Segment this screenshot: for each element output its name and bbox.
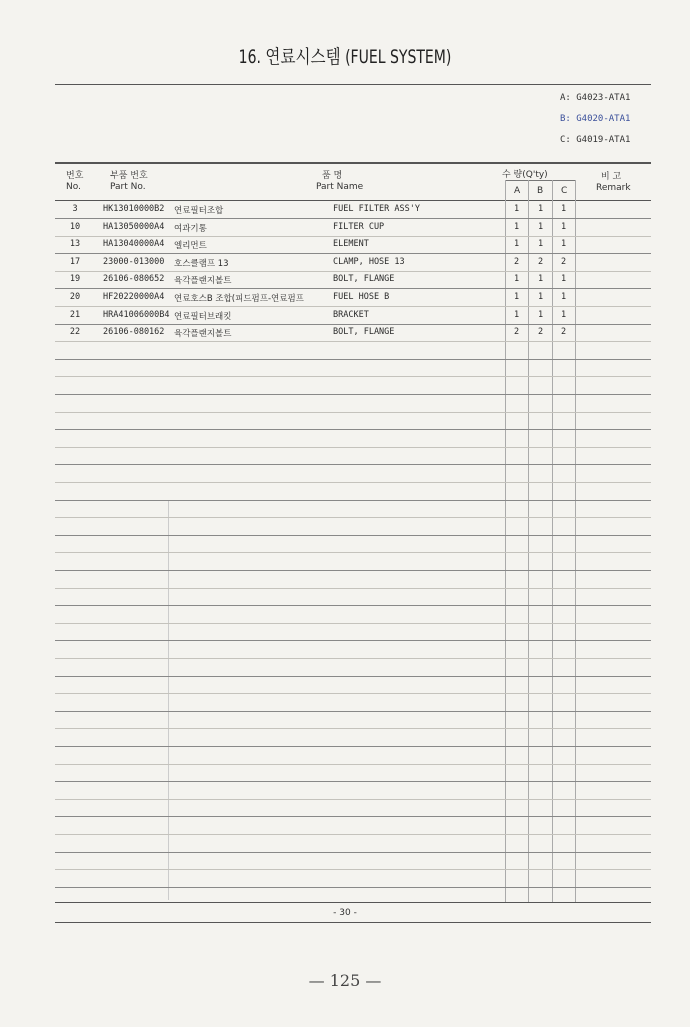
row-rule [55, 816, 651, 817]
header-part-no-en: Part No. [110, 182, 146, 192]
row-rule [55, 447, 651, 448]
page-number: — 125 — [308, 971, 382, 990]
cell-name-kr: 호스클램프 13 [174, 259, 229, 269]
cell-qty-a: 2 [514, 327, 520, 337]
model-c: C: G4019-ATA1 [560, 135, 631, 145]
cell-name-kr: 연료필터조합 [174, 206, 224, 216]
header-qty-c: C [561, 186, 568, 196]
cell-part-no: HRA41006000B4 [103, 310, 170, 320]
cell-part-no: 26106-080652 [103, 274, 165, 284]
header-no-kr: 번호 [66, 171, 84, 181]
row-rule [55, 464, 651, 465]
cell-no: 21 [69, 310, 81, 320]
cell-name-en: BRACKET [333, 310, 369, 320]
cell-no: 17 [69, 257, 81, 267]
cell-name-kr: 엘리먼트 [174, 241, 207, 251]
row-rule [55, 324, 651, 325]
qty-subheader-rule [505, 180, 575, 181]
cell-qty-b: 1 [538, 239, 544, 249]
cell-qty-a: 1 [514, 274, 520, 284]
row-rule [55, 834, 651, 835]
cell-name-kr: 여과기통 [174, 224, 207, 234]
cell-qty-c: 1 [561, 239, 567, 249]
row-rule [55, 341, 651, 342]
cell-qty-b: 1 [538, 204, 544, 214]
cell-no: 19 [69, 274, 81, 284]
row-rule [55, 359, 651, 360]
model-b: B: G4020-ATA1 [560, 114, 631, 124]
cell-name-en: FUEL FILTER ASS'Y [333, 204, 420, 214]
header-remark-kr: 비 고 [601, 172, 622, 182]
row-rule [55, 517, 651, 518]
cell-qty-b: 2 [538, 257, 544, 267]
cell-qty-c: 1 [561, 310, 567, 320]
cell-qty-b: 1 [538, 310, 544, 320]
cell-part-no: HA13050000A4 [103, 222, 165, 232]
row-rule [55, 711, 651, 712]
faint-divider [168, 500, 169, 900]
cell-no: 10 [69, 222, 81, 232]
row-rule [55, 500, 651, 501]
page-title: 16. 연료시스템 (FUEL SYSTEM) [238, 46, 452, 68]
row-rule [55, 676, 651, 677]
header-remark-en: Remark [596, 183, 631, 193]
cell-name-kr: 연료필터브래킷 [174, 312, 232, 322]
row-rule [55, 412, 651, 413]
cell-qty-b: 1 [538, 222, 544, 232]
cell-part-no: 26106-080162 [103, 327, 165, 337]
row-rule [55, 236, 651, 237]
row-rule [55, 728, 651, 729]
row-rule [55, 799, 651, 800]
cell-qty-b: 2 [538, 327, 544, 337]
model-a: A: G4023-ATA1 [560, 93, 631, 103]
header-qty-a: A [514, 186, 521, 196]
table-top-rule [55, 162, 651, 164]
cell-no: 13 [69, 239, 81, 249]
cell-no: 3 [72, 204, 78, 214]
model-list [560, 88, 630, 151]
cell-part-no: 23000-013000 [103, 257, 165, 267]
cell-name-en: BOLT, FLANGE [333, 274, 395, 284]
cell-part-no: HK13010000B2 [103, 204, 165, 214]
row-rule [55, 535, 651, 536]
cell-no: 20 [69, 292, 81, 302]
cell-part-no: HF20220000A4 [103, 292, 165, 302]
row-rule [55, 658, 651, 659]
cell-qty-a: 1 [514, 292, 520, 302]
header-name-kr: 품 명 [322, 171, 343, 181]
cell-name-kr: 육각플랜지볼트 [174, 276, 232, 286]
cell-part-no: HA13040000A4 [103, 239, 165, 249]
row-rule [55, 552, 651, 553]
cell-qty-b: 1 [538, 292, 544, 302]
cell-name-en: FILTER CUP [333, 222, 385, 232]
cell-qty-c: 1 [561, 222, 567, 232]
header-no-en: No. [66, 182, 81, 192]
row-rule [55, 623, 651, 624]
cell-name-kr: 연료호스B 조합(피드펌프-연료펌프 [174, 294, 304, 304]
row-rule [55, 271, 651, 272]
footer-page: - 30 - [333, 908, 357, 918]
header-name-en: Part Name [316, 182, 364, 192]
cell-name-en: FUEL HOSE B [333, 292, 390, 302]
row-rule [55, 764, 651, 765]
row-rule [55, 570, 651, 571]
cell-name-en: CLAMP, HOSE 13 [333, 257, 405, 267]
table-bottom-rule [55, 902, 651, 903]
cell-qty-c: 1 [561, 274, 567, 284]
cell-qty-b: 1 [538, 274, 544, 284]
row-rule [55, 306, 651, 307]
row-rule [55, 640, 651, 641]
cell-name-en: BOLT, FLANGE [333, 327, 395, 337]
header-qty-b: B [537, 186, 544, 196]
row-rule [55, 869, 651, 870]
row-rule [55, 218, 651, 219]
cell-qty-a: 2 [514, 257, 520, 267]
cell-no: 22 [69, 327, 81, 337]
cell-qty-c: 2 [561, 257, 567, 267]
row-rule [55, 746, 651, 747]
row-rule [55, 288, 651, 289]
row-rule [55, 887, 651, 888]
row-rule [55, 588, 651, 589]
cell-qty-a: 1 [514, 204, 520, 214]
row-rule [55, 605, 651, 606]
header-part-no-kr: 부품 번호 [110, 171, 148, 181]
cell-qty-a: 1 [514, 310, 520, 320]
cell-qty-a: 1 [514, 222, 520, 232]
row-rule [55, 781, 651, 782]
row-rule [55, 852, 651, 853]
title-rule [55, 84, 651, 85]
cell-qty-a: 1 [514, 239, 520, 249]
header-qty: 수 량(Q'ty) [502, 170, 548, 180]
cell-qty-c: 2 [561, 327, 567, 337]
cell-qty-c: 1 [561, 292, 567, 302]
table-header-rule [55, 200, 651, 201]
cell-name-kr: 육각플랜지볼트 [174, 329, 232, 339]
row-rule [55, 693, 651, 694]
row-rule [55, 376, 651, 377]
cell-qty-c: 1 [561, 204, 567, 214]
row-rule [55, 482, 651, 483]
cell-name-en: ELEMENT [333, 239, 369, 249]
row-rule [55, 394, 651, 395]
footer-rule [55, 922, 651, 923]
row-rule [55, 429, 651, 430]
row-rule [55, 253, 651, 254]
